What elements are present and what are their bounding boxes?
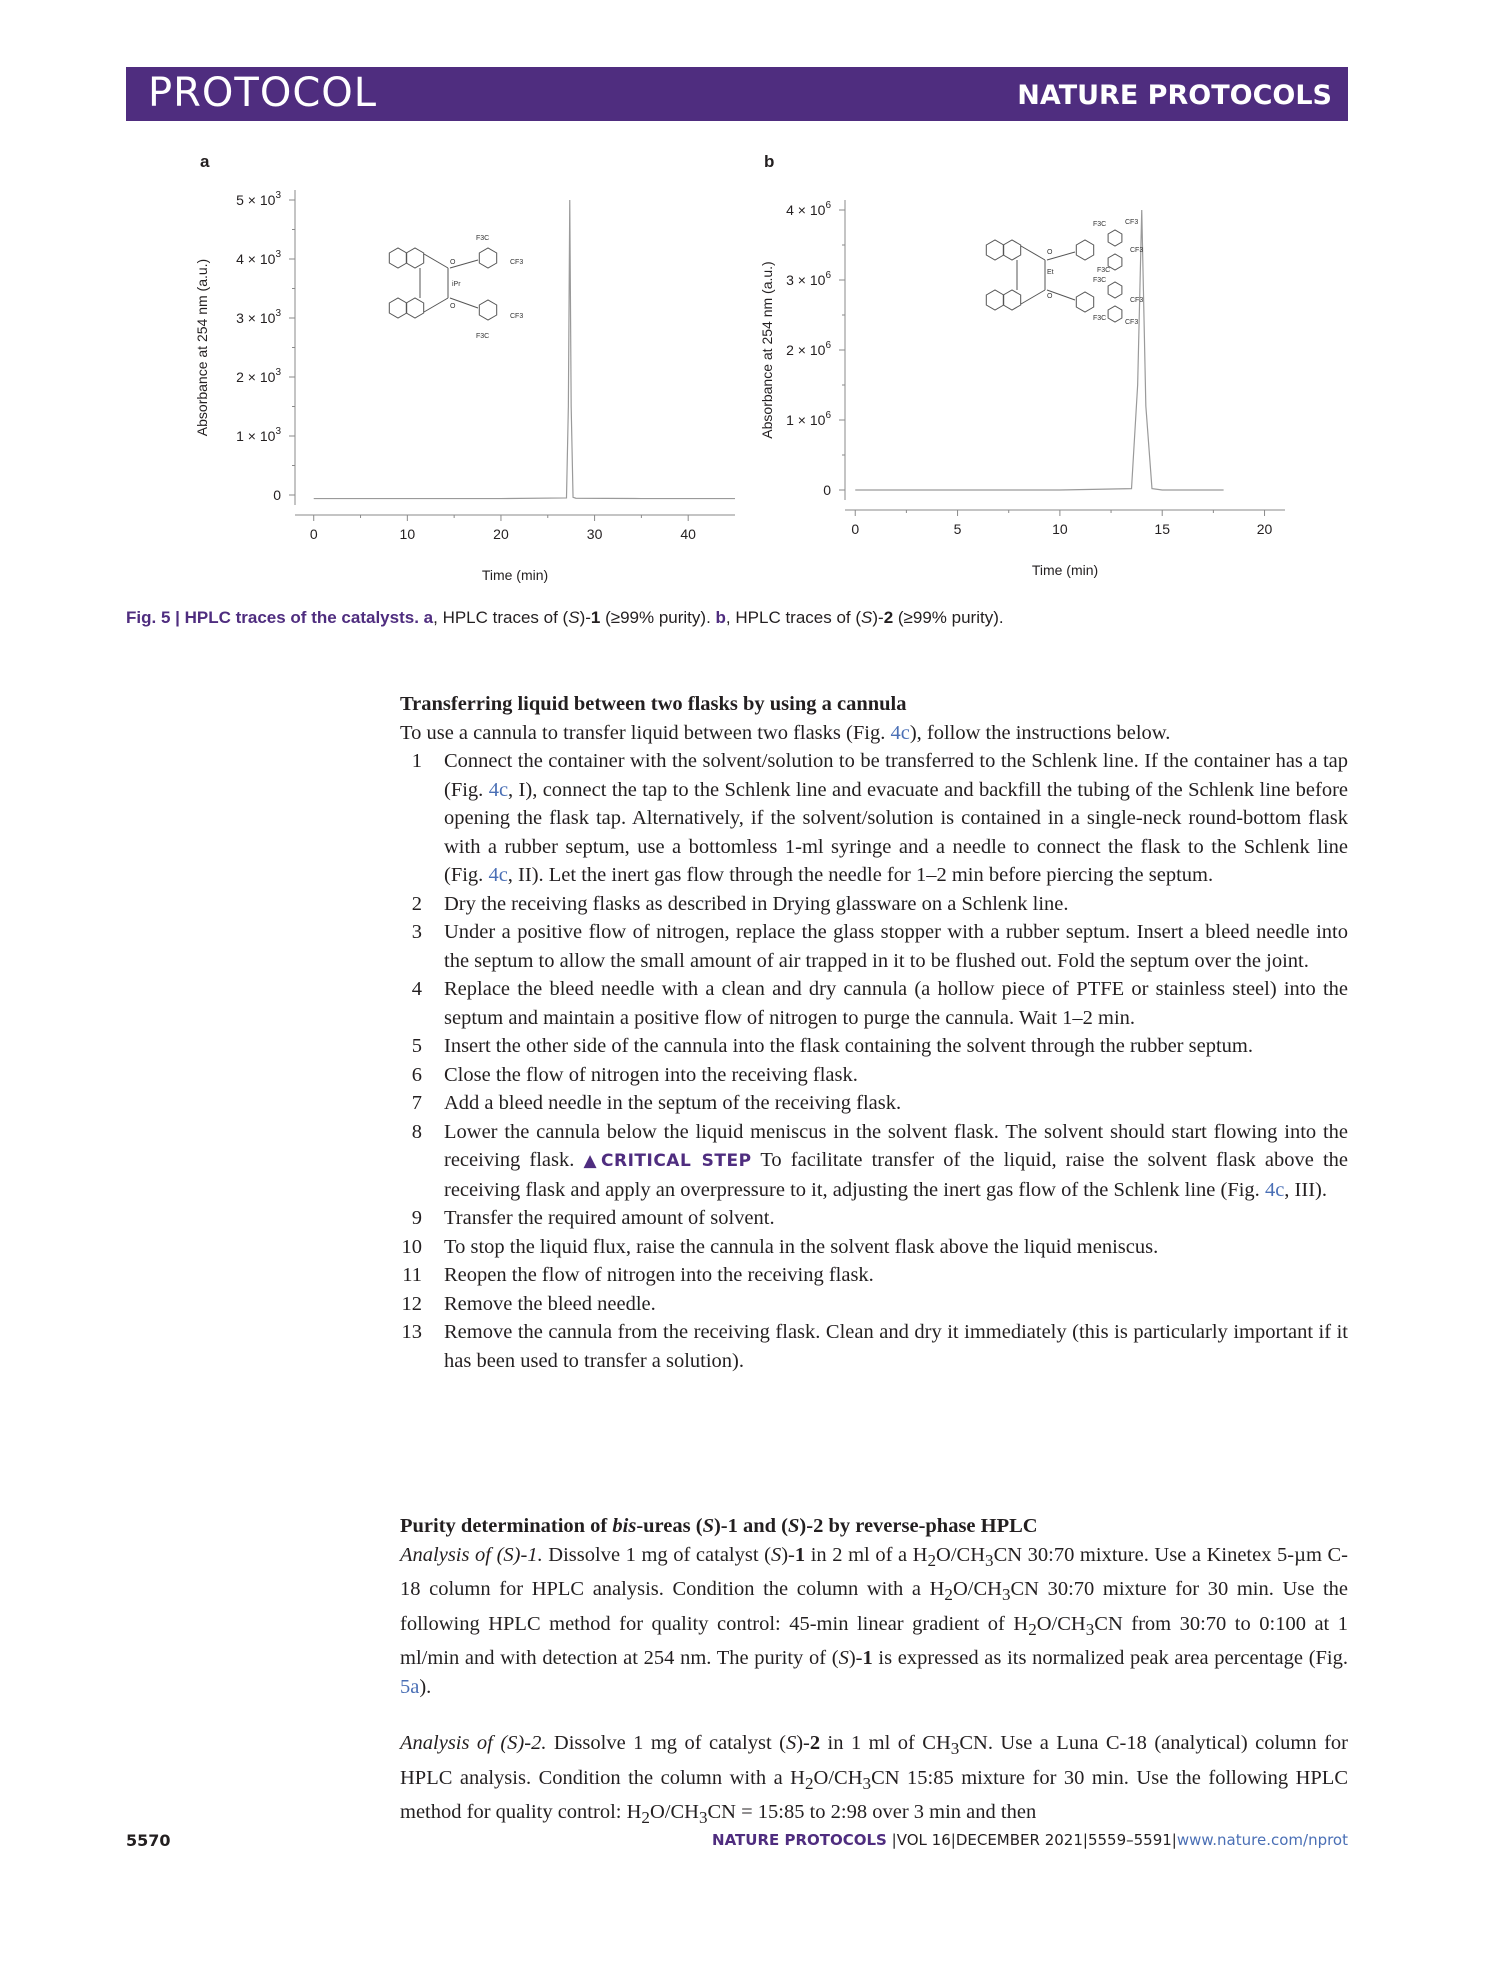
step-10: [400, 1233, 1348, 1262]
step-text: Lower the cannula below the liquid meniscus in the solvent flask. The solvent should start flowing into the receiving flask.: [444, 1120, 1348, 1171]
step-number: 13: [401, 1321, 422, 1343]
step-text: Remove the cannula from the receiving flask. Clean and dry it immediately (this is particularly important if it has been used to transfer a solution).: [444, 1321, 1348, 1372]
aryl-ring: [479, 248, 496, 268]
structure-label: Et: [1047, 269, 1054, 276]
structure-label: CF3: [510, 313, 524, 320]
naphthyl-ring: [406, 298, 423, 318]
caption-a-end: (≥99% purity).: [600, 608, 711, 627]
y-tick-label: 0: [823, 482, 831, 498]
step-12: [400, 1290, 1348, 1319]
structure-label: F3C: [1097, 267, 1111, 274]
section-label: PROTOCOL: [148, 70, 378, 116]
step-text: Add a bleed needle in the septum of the receiving flask.: [444, 1092, 902, 1114]
step-2: [400, 890, 1348, 919]
footer-journal: NATURE PROTOCOLS: [712, 1831, 887, 1849]
structure-label: O: [1047, 249, 1053, 256]
step-5: [400, 1032, 1348, 1061]
aryl-ring: [1076, 240, 1093, 260]
y-axis-label: Absorbance at 254 nm (a.u.): [194, 258, 210, 437]
structure-label: F3C: [476, 333, 490, 340]
cannula-title: Transferring liquid between two flasks by using a cannula: [400, 693, 907, 715]
naphthyl-ring: [1003, 240, 1020, 260]
naphthyl-ring: [389, 298, 406, 318]
structure-label: O: [450, 303, 456, 310]
x-tick-label: 30: [586, 526, 603, 542]
step-7: [400, 1089, 1348, 1118]
urea-bond: [1021, 246, 1045, 260]
step-11: [400, 1261, 1348, 1290]
structure-label: F3C: [1093, 221, 1107, 228]
caption-title: HPLC traces of the catalysts.: [184, 608, 419, 627]
footer-citation: NATURE PROTOCOLS |VOL 16|DECEMBER 2021|5559–5591|www.nature.com/nprot: [712, 1831, 1348, 1849]
step-text: , II). Let the inert gas flow through the needle for 1–2 min before piercing the septum.: [507, 864, 1214, 886]
structure-label: O: [1047, 293, 1053, 300]
caption-a-num: 1: [590, 608, 601, 627]
molecule-structure: [389, 235, 523, 340]
page-number: 5570: [126, 1831, 171, 1850]
naphthyl-ring: [389, 248, 406, 268]
step-8: [400, 1118, 1348, 1205]
panel-label-a: a: [200, 152, 210, 171]
step-text: Transfer the required amount of solvent.: [444, 1207, 775, 1229]
cannula-intro-post: ), follow the instructions below.: [909, 721, 1171, 744]
caption-a-s: S: [568, 608, 580, 627]
x-axis-label: Time (min): [1031, 562, 1099, 578]
footer-url[interactable]: www.nature.com/nprot: [1176, 1831, 1348, 1849]
x-tick-label: 5: [953, 521, 962, 537]
naphthyl-ring: [986, 290, 1003, 310]
footer-pages: 5559–5591: [1087, 1831, 1172, 1849]
structure-label: iPr: [452, 281, 461, 288]
step-number: 4: [411, 978, 422, 1000]
step-text: Replace the bleed needle with a clean and dry cannula (a hollow piece of PTFE or stainless steel) into the septum and maintain a positive flow of nitrogen to purge the cannula. Wait 1–2 min.: [444, 978, 1348, 1029]
x-tick-label: 0: [309, 526, 318, 542]
step-3: [400, 918, 1348, 975]
step-text: Remove the bleed needle.: [444, 1292, 656, 1315]
cannula-intro-pre: To use a cannula to transfer liquid between two flasks (Fig.: [400, 721, 891, 744]
caption-b-num: 2: [883, 608, 894, 627]
y-tick-label: $4 \times 10^3$: [236, 249, 281, 267]
purity-section: [400, 1512, 1348, 1833]
footer-volume: VOL 16: [896, 1831, 951, 1849]
y-tick-label: $4 \times 10^6$: [786, 200, 831, 218]
aryl-ring: [1076, 292, 1093, 312]
aryl-ring: [1108, 282, 1122, 298]
caption-b-text: , HPLC traces of (: [725, 608, 862, 627]
structure-label: CF3: [1125, 219, 1139, 226]
purity-paragraph-2: Analysis of (S)-2. Dissolve 1 mg of catalyst (S)-2 in 1 ml of $CH_3CN$. Use a Luna C-18 (analytical) column for HPLC analysis. Condition the column with a $H_2O/CH_3CN$ 15:85 mixture for 30 min. Use the following HPLC method for quality control: $H_2O/CH_3CN$ = 15:85 to 2:98 over 3 min and then: [400, 1732, 1348, 1828]
x-tick-label: 10: [1052, 521, 1068, 537]
structure-label: CF3: [1125, 319, 1139, 326]
x-tick-label: 40: [680, 526, 696, 542]
fig-ref-link[interactable]: 4c: [1264, 1178, 1285, 1201]
caption-b-s: S: [861, 608, 873, 627]
fig-ref-link[interactable]: 4c: [488, 778, 509, 801]
fig-ref-link[interactable]: 5a: [400, 1675, 420, 1698]
caption-a-label: a: [423, 608, 434, 627]
structure-label: CF3: [1130, 297, 1144, 304]
x-tick-label: 15: [1154, 521, 1170, 537]
step-text: , I), connect the tap to the Schlenk line and evacuate and backfill the tubing of the Schlenk line before opening the flask tap. Alternatively, if the solvent/solution is contained in a single-neck round-bottom flask with a rubber septum, use a bottomless 1-ml syringe and a needle to connect the flask to the Schlenk line (Fig.: [444, 778, 1348, 886]
step-number: 5: [411, 1035, 422, 1057]
caption-a-text: , HPLC traces of (: [433, 608, 569, 627]
structure-label: CF3: [1130, 247, 1144, 254]
step-number: 11: [402, 1264, 422, 1286]
structure-label: F3C: [1093, 315, 1107, 322]
aryl-ring: [479, 300, 496, 320]
urea-bond: [424, 254, 448, 268]
x-axis-label: Time (min): [481, 567, 549, 583]
step-number: 12: [401, 1292, 422, 1315]
step-text: Dry the receiving flasks as described in Drying glassware on a Schlenk line.: [444, 892, 1069, 915]
structure-label: F3C: [1093, 277, 1107, 284]
header-bar: [126, 67, 1348, 121]
cannula-section: [400, 690, 1348, 1375]
step-text: Reopen the flow of nitrogen into the receiving flask.: [444, 1264, 874, 1286]
step-number: 8: [411, 1120, 422, 1143]
molecule-structure: [986, 219, 1143, 326]
structure-label: O: [450, 259, 456, 266]
x-tick-label: 10: [399, 526, 416, 542]
step-9: [400, 1204, 1348, 1233]
figure-caption: [126, 608, 1356, 628]
step-number: 1: [411, 750, 422, 772]
naphthyl-ring: [406, 248, 423, 268]
step-text: To stop the liquid flux, raise the cannula in the solvent flask above the liquid meniscus.: [444, 1235, 1159, 1258]
step-number: 2: [411, 892, 422, 915]
step-number: 7: [411, 1092, 422, 1114]
urea-bond: [1021, 290, 1045, 304]
step-13: [400, 1318, 1348, 1375]
cannula-intro: [400, 719, 1348, 748]
caption-b-end: (≥99% purity).: [893, 608, 1004, 627]
x-tick-label: 0: [851, 521, 860, 537]
step-number: 10: [401, 1235, 422, 1258]
step-1: [400, 747, 1348, 890]
y-tick-label: $3 \times 10^3$: [236, 308, 281, 326]
cannula-steps: [400, 747, 1348, 1375]
step-number: 6: [411, 1063, 422, 1086]
panel-label-b: b: [764, 152, 775, 171]
step-6: [400, 1061, 1348, 1090]
chart-a: [190, 160, 750, 600]
step-number: 3: [411, 921, 422, 943]
purity-title: Purity determination of bis-ureas (S)-1 and (S)-2 by reverse-phase HPLC: [400, 1515, 1038, 1537]
caption-fig-label: Fig. 5 |: [126, 608, 180, 627]
aryl-ring: [1108, 306, 1122, 322]
footer-date: DECEMBER 2021: [955, 1831, 1083, 1849]
caption-a-mid: )-: [579, 608, 591, 627]
step-text: Under a positive flow of nitrogen, replace the glass stopper with a rubber septum. Insert a bleed needle into the septum to allow the small amount of air trapped in it to be flushed out. Fold the septum over the joint.: [444, 921, 1348, 972]
aryl-ring: [1108, 230, 1122, 246]
step-number: 9: [411, 1207, 422, 1229]
urea-bond: [424, 298, 448, 312]
purity-paragraph-1: Analysis of (S)-1. Dissolve 1 mg of catalyst (S)-1 in 2 ml of a $H_2O/CH_3CN$ 30:70 mixture. Use a Kinetex 5-µm C-18 column for HPLC analysis. Condition the column with a $H_2O/CH_3CN$ 30:70 mixture for 30 min. Use the following HPLC method for quality control: 45-min linear gradient of $H_2O/CH_3CN$ from 30:70 to 0:100 at 1 ml/min and with detection at 254 nm. The purity of (S)-1 is expressed as its normalized peak area percentage (Fig. 5a).: [400, 1543, 1348, 1698]
y-tick-label: $5 \times 10^3$: [236, 190, 281, 208]
step-text: Connect the container with the solvent/solution to be transferred to the Schlenk line. If the container has a tap (Fig.: [444, 750, 1348, 801]
y-tick-label: 0: [273, 487, 281, 503]
naphthyl-ring: [986, 240, 1003, 260]
step-text: Close the flow of nitrogen into the receiving flask.: [444, 1063, 858, 1086]
step-text: To facilitate transfer of the liquid, raise the solvent flask above the receiving flask and apply an overpressure to it, adjusting the inert gas flow of the Schlenk line (Fig.: [444, 1149, 1348, 1201]
step-text: , III).: [1284, 1178, 1327, 1201]
chart-b: [755, 160, 1315, 600]
caption-b-label: b: [715, 608, 726, 627]
structure-label: CF3: [510, 259, 524, 266]
y-tick-label: $1 \times 10^3$: [236, 426, 281, 444]
structure-label: F3C: [476, 235, 490, 242]
fig-ref-link[interactable]: 4c: [488, 864, 508, 886]
y-tick-label: $1 \times 10^6$: [786, 410, 831, 428]
fig-ref-link[interactable]: 4c: [890, 721, 910, 744]
step-4: [400, 975, 1348, 1032]
critical-step-label: ▲CRITICAL STEP: [583, 1151, 752, 1171]
step-text: Insert the other side of the cannula into the flask containing the solvent through the rubber septum.: [444, 1035, 1253, 1057]
caption-b-mid: )-: [872, 608, 884, 627]
y-tick-label: $3 \times 10^6$: [786, 270, 831, 288]
hplc-trace: [855, 210, 1223, 490]
x-tick-label: 20: [493, 526, 509, 542]
naphthyl-ring: [1003, 290, 1020, 310]
journal-label: NATURE PROTOCOLS: [1017, 80, 1332, 111]
x-tick-label: 20: [1256, 521, 1273, 537]
hplc-trace: [314, 200, 735, 499]
y-tick-label: $2 \times 10^6$: [786, 340, 831, 358]
y-tick-label: $2 \times 10^3$: [236, 367, 281, 385]
y-axis-label: Absorbance at 254 nm (a.u.): [759, 261, 775, 439]
